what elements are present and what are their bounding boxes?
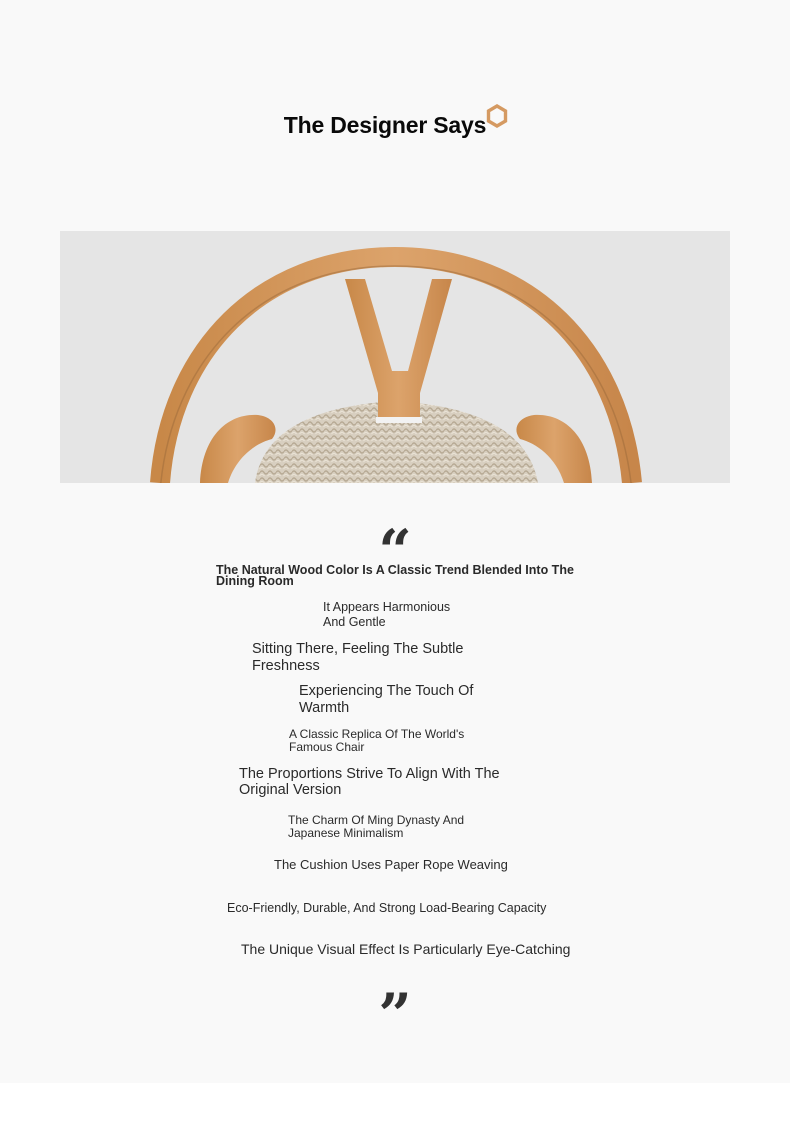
quote-line-10: The Unique Visual Effect Is Particularly Eye-Catching (241, 941, 571, 957)
quote-line-7: The Charm Of Ming Dynasty And Japanese Minimalism (288, 813, 465, 840)
quote-line-4: Experiencing The Touch Of Warmth (299, 683, 474, 716)
section-title: The Designer Says (283, 112, 487, 138)
close-quote-icon: ” (378, 986, 412, 1026)
quote-line-5: A Classic Replica Of The World's Famous Chair (289, 727, 465, 754)
quote-line-2: It Appears Harmonious And Gentle (323, 600, 451, 629)
quote-line-8: The Cushion Uses Paper Rope Weaving (274, 857, 508, 872)
hexagon-icon (486, 104, 508, 128)
quote-line-9: Eco-Friendly, Durable, And Strong Load-Bearing Capacity (227, 901, 547, 915)
open-quote-icon: “ (378, 522, 412, 562)
chair-photo (60, 231, 730, 483)
quote-line-3: Sitting There, Feeling The Subtle Freshness (252, 641, 464, 674)
quote-line-1: The Natural Wood Color Is A Classic Trend Blended Into The Dining Room (216, 563, 574, 588)
quote-line-6: The Proportions Strive To Align With The Original Version (239, 766, 500, 798)
